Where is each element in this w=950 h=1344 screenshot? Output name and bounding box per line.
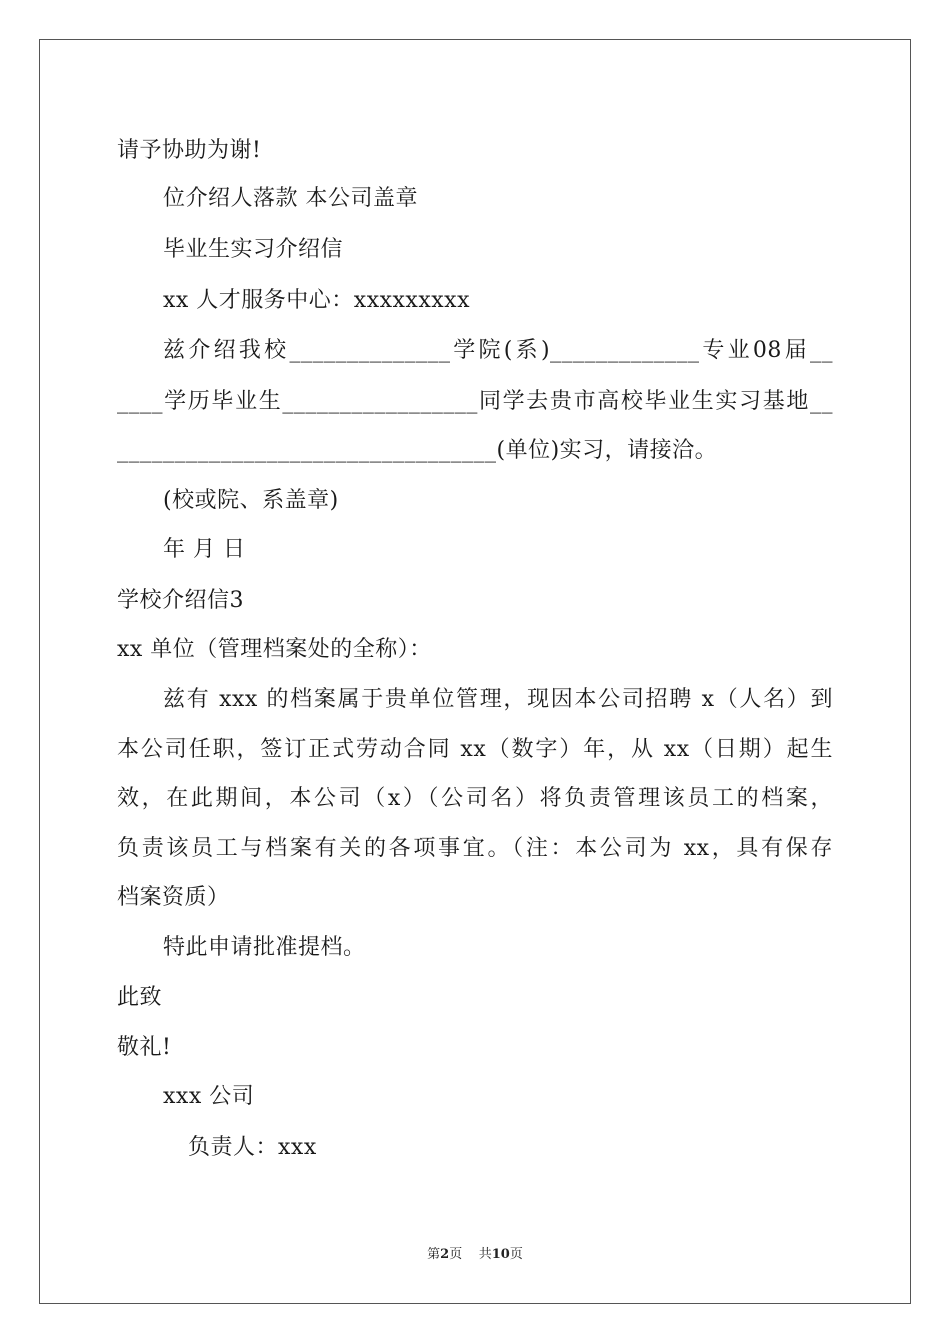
closing-thanks-line: 请予协助为谢! [117,138,262,163]
recipient-line: xx 人才服务中心：xxxxxxxxx [163,288,470,313]
page-border [39,39,911,1304]
footer-total-pages: 10 [491,1247,510,1262]
footer-page-suffix: 页 [449,1247,463,1262]
school-seal-line: (校或院、系盖章) [163,488,339,513]
body-line-1: 兹介绍我校______________学院(系)_____________专业08届__ [163,338,833,363]
footer-page-number: 2 [440,1247,450,1262]
letter-title-internship: 毕业生实习介绍信 [163,237,344,262]
footer-total-suffix: 页 [509,1247,523,1262]
addressee-line: xx 单位（管理档案处的全称）： [117,637,432,662]
salutation-line: 此致 [117,985,163,1010]
body-line-3: _________________________________(单位)实习，请接洽。 [117,438,718,463]
paragraph-line-2: 本公司任职，签订正式劳动合同 xx（数字）年，从 xx（日期）起生 [117,737,833,762]
footer-page-prefix: 第 [427,1247,441,1262]
request-line: 特此申请批准提档。 [163,935,366,960]
paragraph-line-4: 负责该员工与档案有关的各项事宜。（注：本公司为 xx，具有保存 [117,836,833,861]
responsible-person-line: 负责人：xxx [188,1135,317,1160]
section-title-school-letter-3: 学校介绍信3 [117,588,244,613]
footer-total-prefix: 共 [478,1247,492,1262]
paragraph-line-5: 档案资质） [117,885,230,910]
paragraph-line-1: 兹有 xxx 的档案属于贵单位管理，现因本公司招聘 x（人名）到 [163,687,833,712]
signature-note-line: 位介绍人落款 本公司盖章 [163,186,418,211]
date-line: 年 月 日 [163,537,246,562]
paragraph-line-3: 效，在此期间，本公司（x）（公司名）将负责管理该员工的档案， [117,786,833,811]
regards-line: 敬礼! [117,1035,172,1060]
company-signature: xxx 公司 [163,1084,255,1109]
page-footer [0,1246,950,1264]
body-line-2: ____学历毕业生_________________同学去贵市高校毕业生实习基地__ [117,389,833,414]
